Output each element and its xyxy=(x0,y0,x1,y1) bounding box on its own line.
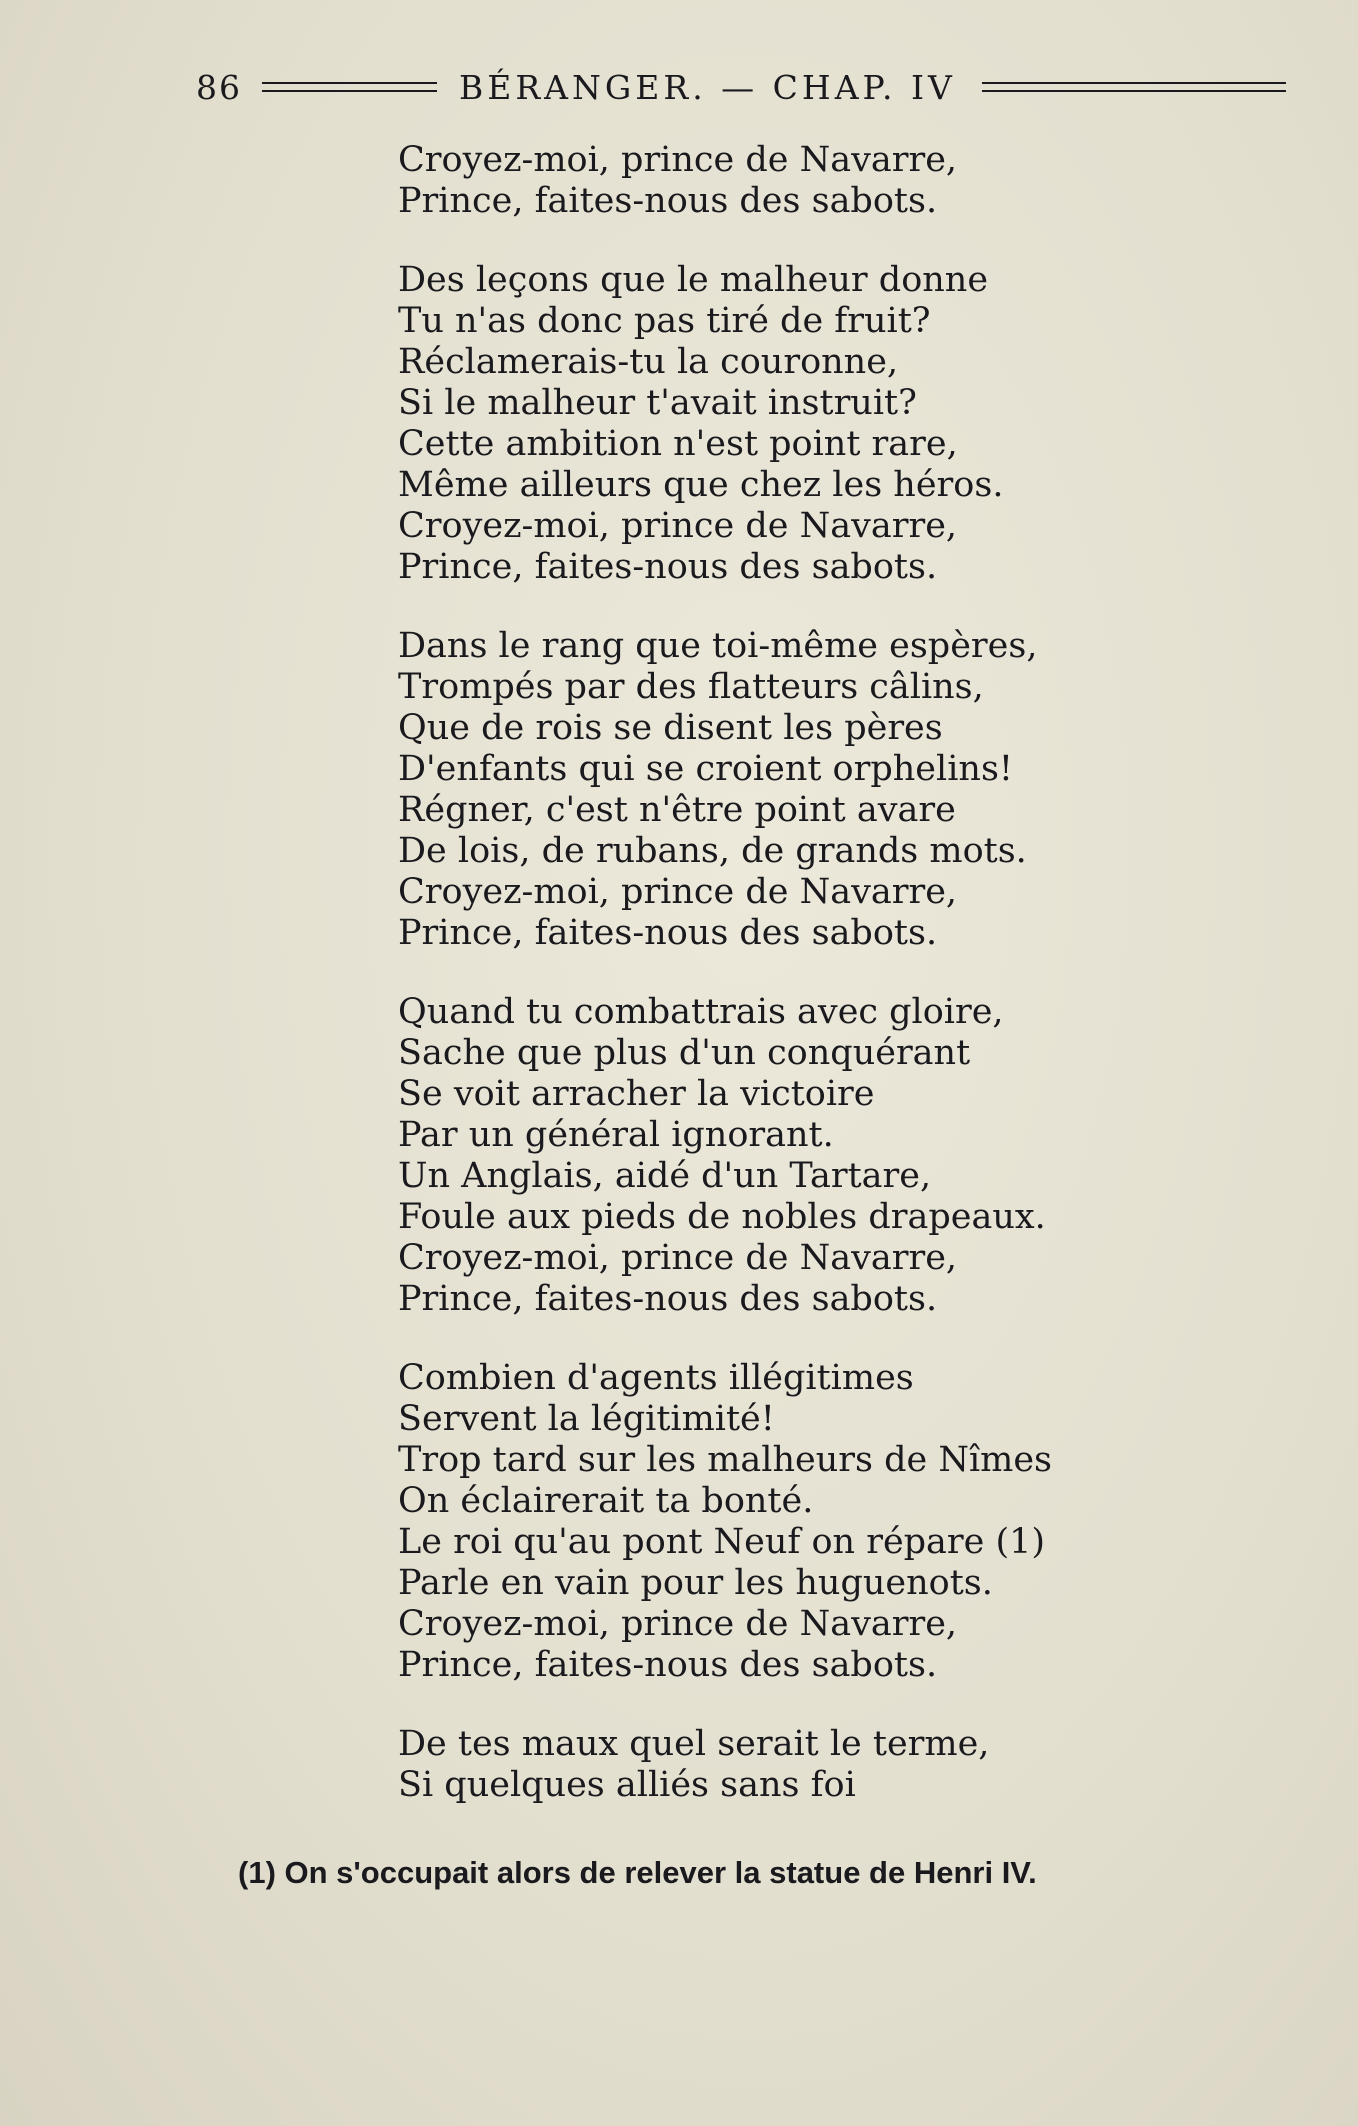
verse-line: Par un général ignorant. xyxy=(398,1115,834,1155)
verse-line: Parle en vain pour les huguenots. xyxy=(398,1563,993,1603)
verse-line: Réclamerais-tu la couronne, xyxy=(398,342,899,382)
verse-line: Prince, faites-nous des sabots. xyxy=(398,1279,938,1319)
verse-line: D'enfants qui se croient orphelins! xyxy=(398,749,1013,789)
verse-line: Des leçons que le malheur donne xyxy=(398,260,989,300)
verse-line: Foule aux pieds de nobles drapeaux. xyxy=(398,1197,1046,1237)
stanza xyxy=(398,260,1198,588)
verse-line: On éclairerait ta bonté. xyxy=(398,1481,814,1521)
running-header xyxy=(196,62,1286,112)
poem-body xyxy=(398,140,1198,1844)
verse-line: Un Anglais, aidé d'un Tartare, xyxy=(398,1156,932,1196)
verse-line: Servent la légitimité! xyxy=(398,1399,775,1439)
verse-line: Si quelques alliés sans foi xyxy=(398,1765,856,1805)
verse-line: Le roi qu'au pont Neuf on répare (1) xyxy=(398,1522,1046,1562)
verse-line: Quand tu combattrais avec gloire, xyxy=(398,992,1004,1032)
stanza xyxy=(398,992,1198,1320)
header-rule-right xyxy=(982,82,1286,92)
stanza xyxy=(398,626,1198,954)
verse-line: Prince, faites-nous des sabots. xyxy=(398,547,938,587)
verse-line: Sache que plus d'un conquérant xyxy=(398,1033,971,1073)
verse-line: Croyez-moi, prince de Navarre, xyxy=(398,140,958,180)
verse-line: Trompés par des flatteurs câlins, xyxy=(398,667,984,707)
verse-line: Combien d'agents illégitimes xyxy=(398,1358,914,1398)
verse-line: Croyez-moi, prince de Navarre, xyxy=(398,506,958,546)
verse-line: Que de rois se disent les pères xyxy=(398,708,943,748)
footnote: (1) On s'occupait alors de relever la statue de Henri IV. xyxy=(238,1855,1037,1890)
verse-line: Prince, faites-nous des sabots. xyxy=(398,181,938,221)
stanza xyxy=(398,1724,1198,1806)
verse-line: De lois, de rubans, de grands mots. xyxy=(398,831,1027,871)
stanza xyxy=(398,1358,1198,1686)
verse-line: Prince, faites-nous des sabots. xyxy=(398,1645,938,1685)
verse-line: Si le malheur t'avait instruit? xyxy=(398,383,917,423)
verse-line: Dans le rang que toi-même espères, xyxy=(398,626,1038,666)
verse-line: Trop tard sur les malheurs de Nîmes xyxy=(398,1440,1053,1480)
verse-line: Prince, faites-nous des sabots. xyxy=(398,913,938,953)
verse-line: Tu n'as donc pas tiré de fruit? xyxy=(398,301,931,341)
verse-line: Même ailleurs que chez les héros. xyxy=(398,465,1004,505)
header-rule-left xyxy=(262,82,437,92)
stanza xyxy=(398,140,1198,222)
verse-line: Se voit arracher la victoire xyxy=(398,1074,875,1114)
verse-line: Croyez-moi, prince de Navarre, xyxy=(398,872,958,912)
verse-line: Croyez-moi, prince de Navarre, xyxy=(398,1604,958,1644)
verse-line: Cette ambition n'est point rare, xyxy=(398,424,958,464)
page-number: 86 xyxy=(196,67,242,107)
verse-line: Croyez-moi, prince de Navarre, xyxy=(398,1238,958,1278)
running-title: BÉRANGER. — CHAP. IV xyxy=(459,67,956,107)
verse-line: De tes maux quel serait le terme, xyxy=(398,1724,990,1764)
verse-line: Régner, c'est n'être point avare xyxy=(398,790,956,830)
